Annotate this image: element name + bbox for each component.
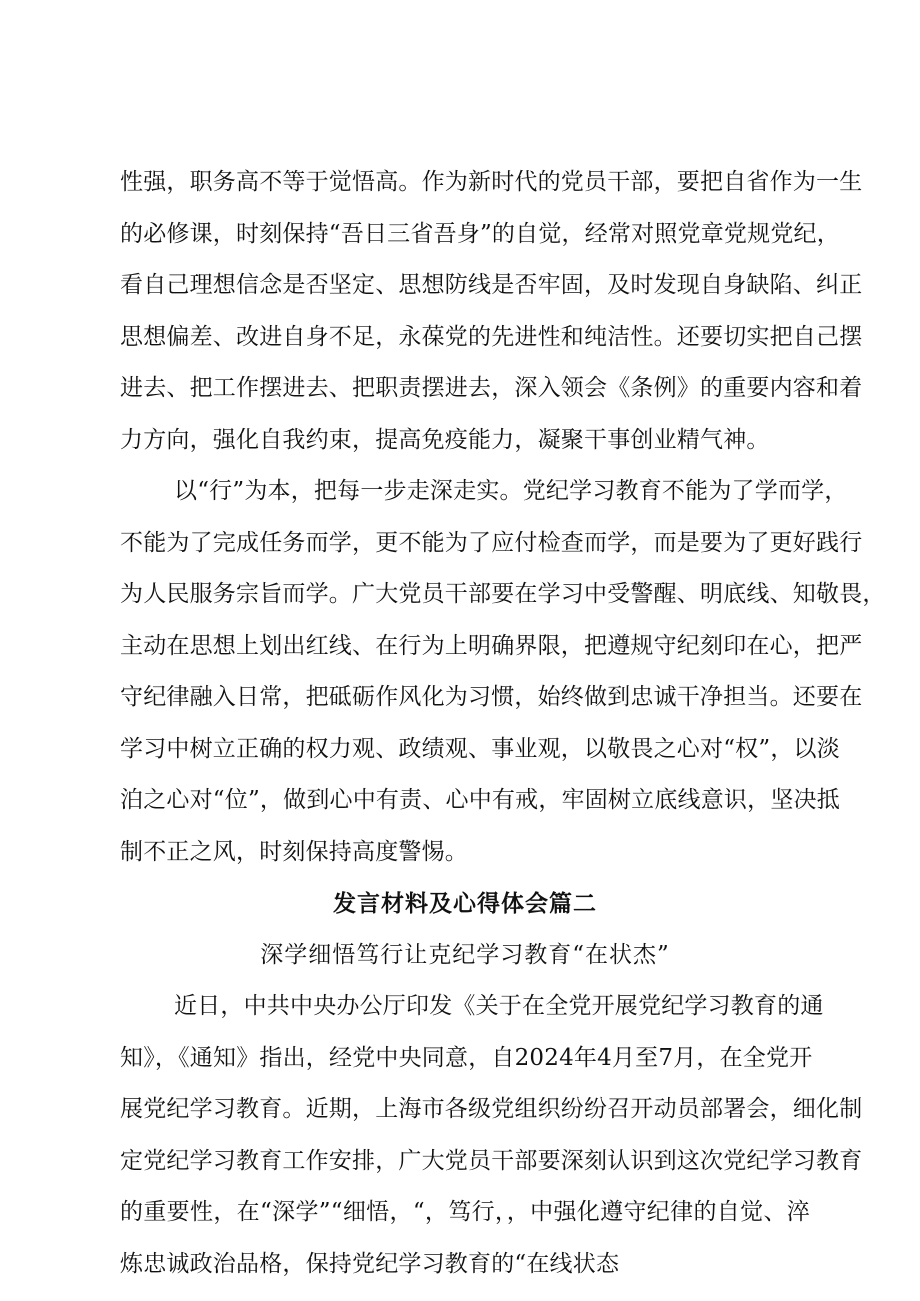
- text-line: 以“行”为本，把每一步走深走实。党纪学习教育不能为了学而学，: [174, 478, 848, 504]
- text-line: 知》，《通知》指出，经党中央同意，自2024年4月至7月，在全党开: [120, 1044, 813, 1071]
- text-line: 泊之心对“位”，做到心中有责、心中有戒，牢固树立底线意识，坚决抵: [120, 787, 840, 813]
- text-line: 主动在思想上划出红线、在行为上明确界限，把遵规守纪刻印在心，把严: [120, 632, 863, 659]
- text-line: 的必修课，时刻保持“吾日三省吾身”的自觉，经常对照党章党规党纪，: [120, 220, 840, 247]
- text-line: 定党纪学习教育工作安排，广大党员干部要深刻认识到这次党纪学习教育: [120, 1147, 863, 1174]
- text-line: 守纪律融入日常，把砥砺作风化为习惯，始终做到忠诚干净担当。还要在: [120, 684, 863, 710]
- text-line: 性强，职务高不等于觉悟高。作为新时代的党员干部，要把自省作为一生: [120, 169, 863, 195]
- text-line: 为人民服务宗旨而学。广大党员干部要在学习中受警醒、明底线、知敬畏，: [120, 581, 886, 607]
- text-line: 看自己理想信念是否坚定、思想防线是否牢固，及时发现自身缺陷、纠正: [120, 272, 863, 298]
- text-line: 的重要性，在“深学”“细悟，“，笃行，，中强化遵守纪律的自觉、淬: [120, 1199, 810, 1225]
- text-line: 展党纪学习教育。近期，上海市各级党组织纷纷召开动员部署会，细化制: [120, 1096, 863, 1122]
- text-line: 近日，中共中央办公厅印发《关于在全党开展党纪学习教育的通: [174, 993, 824, 1019]
- section-subheading: 深学细悟笃行让克纪学习教育“在状杰”: [260, 941, 670, 968]
- section-heading: 发言材料及心得体会篇二: [333, 890, 597, 917]
- text-line: 炼忠诚政治品格，保持党纪学习教育的“在线状态: [120, 1250, 620, 1277]
- text-line: 进去、把工作摆进去、把职责摆进去，深入领会《条例》的重要内容和着: [120, 375, 863, 401]
- text-line: 学习中树立正确的权力观、政绩观、事业观，以敬畏之心对“权”，以淡: [120, 735, 840, 762]
- text-line: 制不正之风，时刻保持高度警惕。: [120, 838, 468, 865]
- text-line: 不能为了完成任务而学，更不能为了应付检查而学，而是要为了更好践行: [120, 529, 863, 556]
- text-line: 力方向，强化自我约束，提高免疫能力，凝聚干事创业精气神。: [120, 426, 770, 453]
- text-line: 思想偏差、改进自身不足，永葆党的先进性和纯洁性。还要切实把自己摆: [120, 323, 863, 350]
- document-body: [120, 157, 886, 1290]
